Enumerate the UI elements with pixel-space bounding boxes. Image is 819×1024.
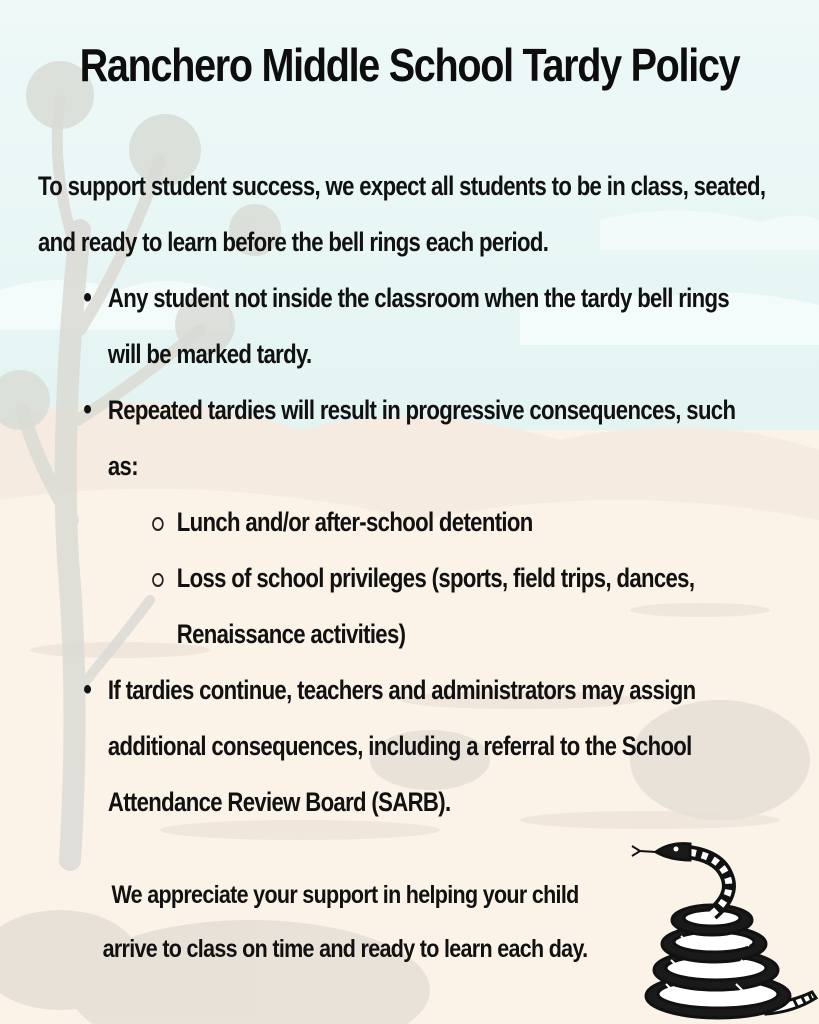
policy-item: • If tardies continue, teachers and administrators may assign additional consequences, including a referral to the School Attendance Review Board (SARB).: [80, 662, 761, 830]
intro-paragraph: To support student success, we expect all students to be in class, seated, and ready to learn before the bell rings each period.: [38, 171, 766, 257]
page-title: Ranchero Middle School Tardy Policy: [79, 39, 740, 91]
policy-list: [80, 270, 761, 830]
rattlesnake-mascot-icon: [626, 834, 819, 1024]
policy-item: • Any student not inside the classroom when the tardy bell rings will be marked tardy.: [80, 270, 761, 382]
closing-message: [50, 868, 640, 976]
consequence-item: Loss of school privileges (sports, field trips, dances, Renaissance activities): [149, 550, 761, 662]
consequence-item: Lunch and/or after-school detention: [149, 494, 761, 550]
closing-line: We appreciate your support in helping your child: [111, 881, 579, 909]
consequence-list: [108, 494, 761, 662]
policy-item-text: Repeated tardies will result in progressive consequences, such as:: [107, 395, 736, 481]
policy-item-with-sublist: [80, 382, 761, 662]
closing-line: arrive to class on time and ready to learn each day.: [102, 935, 588, 963]
